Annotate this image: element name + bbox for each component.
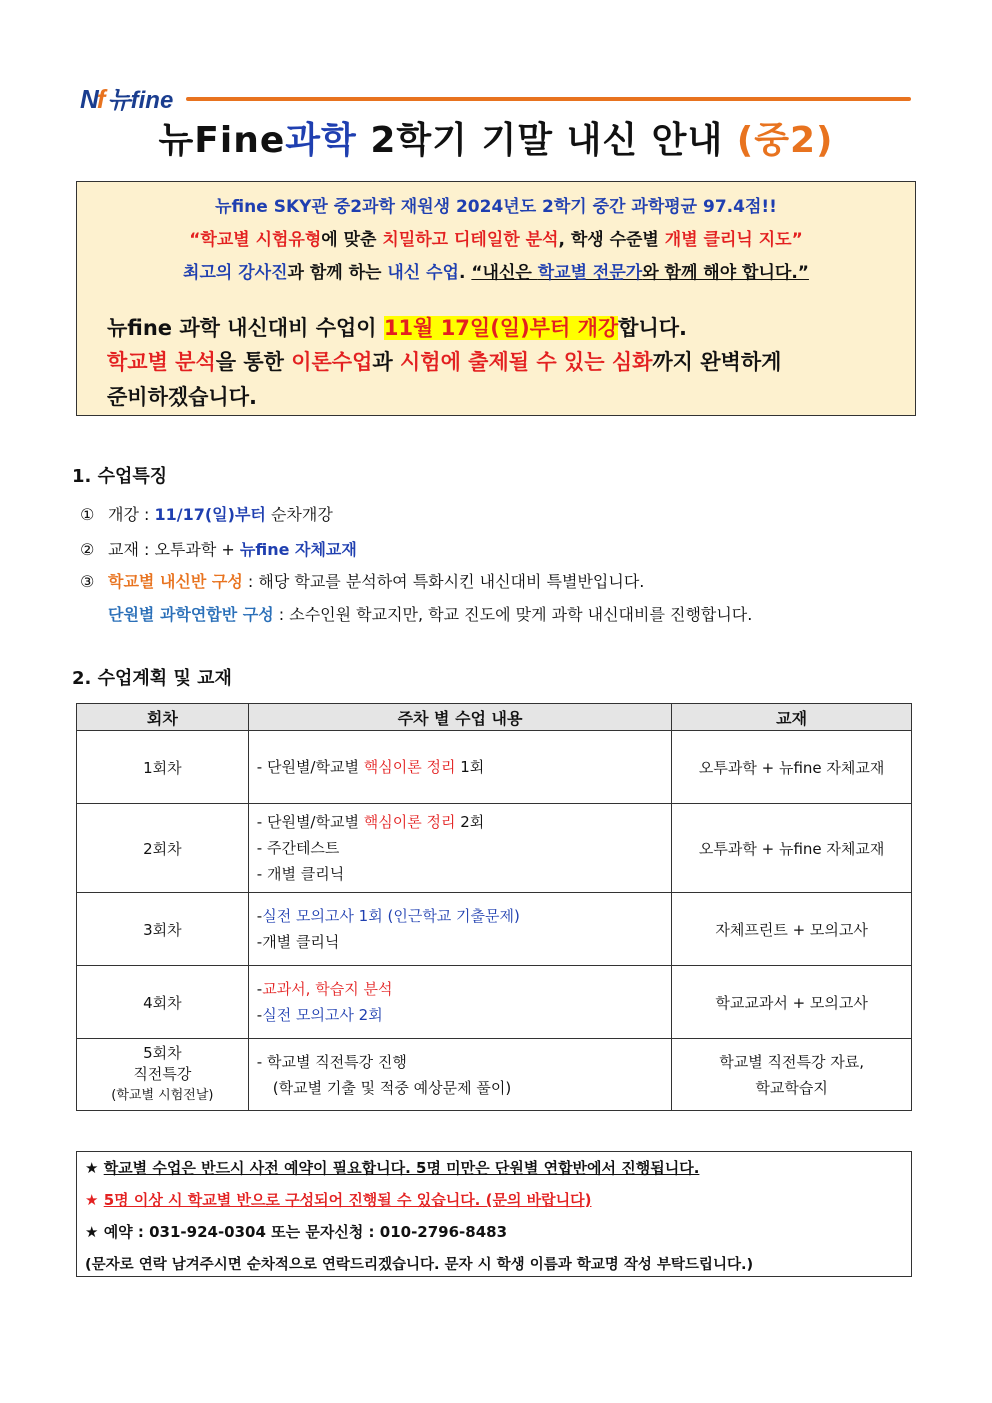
notice-headline: 뉴fine SKY관 중2과학 재원생 2024년도 2학기 중간 과학평균 97.4점!! <box>215 197 777 217</box>
section-title-plan: 2. 수업계획 및 교재 <box>72 668 232 689</box>
reservation-note-box <box>76 1151 912 1277</box>
feature-item: 단원별 과학연합반 구성 : 소수인원 학교지만, 학교 진도에 맞게 과학 내신대비를 진행합니다. <box>108 605 753 624</box>
feature-item: ③ 학교별 내신반 구성 : 해당 학교를 분석하여 특화시킨 내신대비 특별반입니다. <box>80 572 645 591</box>
header-content: 주차 별 수업 내용 <box>248 704 671 731</box>
opening-announcement: 뉴fine 과학 내신대비 수업이 11월 17일(일)부터 개강합니다. <box>107 316 687 340</box>
logo-mark-icon: Nf <box>80 84 104 114</box>
session-cell: 3회차 <box>77 893 249 966</box>
table-row <box>77 893 912 966</box>
note-line: ★ 5명 이상 시 학교별 반으로 구성되어 진행될 수 있습니다. (문의 바랍니다) <box>85 1191 592 1209</box>
session-cell: 5회차 직전특강 (학교별 시험전날) <box>77 1039 249 1111</box>
table-row <box>77 731 912 804</box>
session-cell: 2회차 <box>77 804 249 893</box>
header-material: 교재 <box>672 704 912 731</box>
page-title: 뉴Fine과학 2학기 기말 내신 안내 (중2) <box>158 120 834 161</box>
material-cell: 오투과학 + 뉴fine 자체교재 <box>672 804 912 893</box>
class-plan-table <box>76 703 912 1111</box>
note-contact: ★ 예약 : 031-924-0304 또는 문자신청 : 010-2796-8483 <box>85 1223 508 1241</box>
section-title-features: 1. 수업특징 <box>72 466 168 487</box>
session-cell: 4회차 <box>77 966 249 1039</box>
feature-item: ① 개강 : 11/17(일)부터 순차개강 <box>80 505 333 524</box>
note-line: (문자로 연락 남겨주시면 순차적으로 연락드리겠습니다. 문자 시 학생 이름과 학교명 작성 부탁드립니다.) <box>85 1257 754 1273</box>
material-cell: 학교별 직전특강 자료, 학교학습지 <box>672 1039 912 1111</box>
content-cell: - 단원별/학교별 핵심이론 정리 1회 <box>248 731 671 804</box>
feature-item: ② 교재 : 오투과학 + 뉴fine 자체교재 <box>80 540 357 559</box>
content-cell: - 단원별/학교별 핵심이론 정리 2회 - 주간테스트 - 개별 클리닉 <box>248 804 671 893</box>
brand-logo <box>80 80 173 115</box>
class-description-end: 준비하겠습니다. <box>107 385 257 409</box>
session-cell: 1회차 <box>77 731 249 804</box>
table-row <box>77 804 912 893</box>
star-icon: ★ <box>85 1223 99 1241</box>
table-row <box>77 1039 912 1111</box>
content-cell: -교과서, 학습지 분석 -실전 모의고사 2회 <box>248 966 671 1039</box>
content-cell: - 학교별 직전특강 진행 (학교별 기출 및 적중 예상문제 풀이) <box>248 1039 671 1111</box>
table-header-row <box>77 704 912 731</box>
class-description: 학교별 분석을 통한 이론수업과 시험에 출제될 수 있는 심화까지 완벽하게 <box>107 350 782 374</box>
table-row <box>77 966 912 1039</box>
material-cell: 학교교과서 + 모의고사 <box>672 966 912 1039</box>
notice-box <box>76 181 916 416</box>
star-icon: ★ <box>85 1191 99 1209</box>
header-divider <box>186 97 911 101</box>
notice-slogan: “학교별 시험유형에 맞춘 치밀하고 디테일한 분석, 학생 수준별 개별 클리닉 지도” <box>189 230 803 250</box>
header-session: 회차 <box>77 704 249 731</box>
content-cell: -실전 모의고사 1회 (인근학교 기출문제) -개별 클리닉 <box>248 893 671 966</box>
logo-text: 뉴fine <box>107 87 174 114</box>
material-cell: 오투과학 + 뉴fine 자체교재 <box>672 731 912 804</box>
star-icon: ★ <box>85 1159 99 1177</box>
notice-tagline: 최고의 강사진과 함께 하는 내신 수업. “내신은 학교별 전문가와 함께 해야 합니다.” <box>183 263 809 283</box>
note-line: ★ 학교별 수업은 반드시 사전 예약이 필요합니다. 5명 미만은 단원별 연합반에서 진행됩니다. <box>85 1159 700 1177</box>
material-cell: 자체프린트 + 모의고사 <box>672 893 912 966</box>
